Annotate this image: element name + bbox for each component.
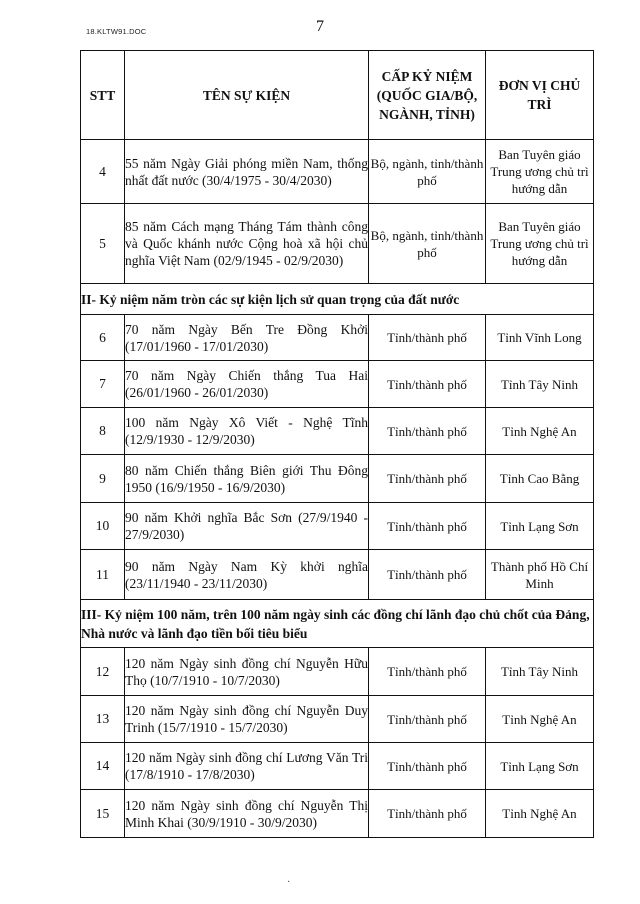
row-unit: Tỉnh Nghệ An	[486, 696, 594, 743]
row-stt: 10	[81, 503, 125, 550]
row-unit: Tỉnh Tây Ninh	[486, 361, 594, 408]
page-number: 7	[316, 18, 324, 35]
table-header-row	[81, 51, 594, 140]
table-row	[81, 648, 594, 696]
table-row	[81, 743, 594, 790]
row-stt: 15	[81, 790, 125, 838]
row-event: 120 năm Ngày sinh đồng chí Lương Văn Tri (17/8/1910 - 17/8/2030)	[125, 743, 369, 790]
row-unit: Tỉnh Nghệ An	[486, 408, 594, 455]
table-row	[81, 550, 594, 600]
row-level: Tỉnh/thành phố	[369, 455, 486, 503]
section-heading-2: II- Kỷ niệm năm tròn các sự kiện lịch sử quan trọng của đất nước	[81, 284, 594, 315]
header-stt: STT	[81, 51, 125, 140]
row-unit: Tỉnh Tây Ninh	[486, 648, 594, 696]
row-stt: 4	[81, 140, 125, 204]
row-stt: 9	[81, 455, 125, 503]
row-stt: 13	[81, 696, 125, 743]
row-event: 120 năm Ngày sinh đồng chí Nguyễn Thị Minh Khai (30/9/1910 - 30/9/2030)	[125, 790, 369, 838]
row-level: Tỉnh/thành phố	[369, 361, 486, 408]
section-row	[81, 284, 594, 315]
row-event: 85 năm Cách mạng Tháng Tám thành công và Quốc khánh nước Cộng hoà xã hội chủ nghĩa Việt Nam (02/9/1945 - 02/9/2030)	[125, 204, 369, 284]
row-unit: Tỉnh Lạng Sơn	[486, 743, 594, 790]
row-event: 90 năm Khởi nghĩa Bắc Sơn (27/9/1940 - 27/9/2030)	[125, 503, 369, 550]
table-row	[81, 696, 594, 743]
table-row	[81, 503, 594, 550]
row-unit: Ban Tuyên giáo Trung ương chủ trì hướng dẫn	[486, 140, 594, 204]
row-level: Bộ, ngành, tỉnh/thành phố	[369, 204, 486, 284]
row-event: 80 năm Chiến thắng Biên giới Thu Đông 1950 (16/9/1950 - 16/9/2030)	[125, 455, 369, 503]
row-unit: Tỉnh Lạng Sơn	[486, 503, 594, 550]
row-level: Tỉnh/thành phố	[369, 743, 486, 790]
events-table	[80, 50, 594, 838]
section-heading-3: III- Kỷ niệm 100 năm, trên 100 năm ngày sinh các đồng chí lãnh đạo chủ chốt của Đảng, Nhà nước và lãnh đạo tiền bối tiêu biểu	[81, 600, 594, 648]
table-row	[81, 408, 594, 455]
table-row	[81, 140, 594, 204]
header-event-name: TÊN SỰ KIỆN	[125, 51, 369, 140]
header-level: CẤP KỶ NIỆM (QUỐC GIA/BỘ, NGÀNH, TỈNH)	[369, 51, 486, 140]
row-unit: Tỉnh Vĩnh Long	[486, 315, 594, 361]
row-event: 70 năm Ngày Bến Tre Đồng Khởi (17/01/1960 - 17/01/2030)	[125, 315, 369, 361]
row-stt: 14	[81, 743, 125, 790]
row-event: 90 năm Ngày Nam Kỳ khởi nghĩa (23/11/1940 - 23/11/2030)	[125, 550, 369, 600]
header-host-unit: ĐƠN VỊ CHỦ TRÌ	[486, 51, 594, 140]
row-level: Bộ, ngành, tỉnh/thành phố	[369, 140, 486, 204]
row-level: Tỉnh/thành phố	[369, 648, 486, 696]
row-stt: 12	[81, 648, 125, 696]
section-row	[81, 600, 594, 648]
row-stt: 5	[81, 204, 125, 284]
document-filename: 18.KLTW91.DOC	[86, 27, 147, 36]
table-row	[81, 315, 594, 361]
row-level: Tỉnh/thành phố	[369, 315, 486, 361]
table-row	[81, 790, 594, 838]
row-unit: Ban Tuyên giáo Trung ương chủ trì hướng dẫn	[486, 204, 594, 284]
row-event: 120 năm Ngày sinh đồng chí Nguyễn Hữu Thọ (10/7/1910 - 10/7/2030)	[125, 648, 369, 696]
row-level: Tỉnh/thành phố	[369, 790, 486, 838]
row-event: 55 năm Ngày Giải phóng miền Nam, thống nhất đất nước (30/4/1975 - 30/4/2030)	[125, 140, 369, 204]
row-unit: Tỉnh Nghệ An	[486, 790, 594, 838]
row-event: 70 năm Ngày Chiến thắng Tua Hai (26/01/1960 - 26/01/2030)	[125, 361, 369, 408]
table-row	[81, 455, 594, 503]
row-level: Tỉnh/thành phố	[369, 696, 486, 743]
row-unit: Thành phố Hồ Chí Minh	[486, 550, 594, 600]
table-row	[81, 361, 594, 408]
row-unit: Tỉnh Cao Bằng	[486, 455, 594, 503]
row-level: Tỉnh/thành phố	[369, 550, 486, 600]
row-level: Tỉnh/thành phố	[369, 503, 486, 550]
row-stt: 8	[81, 408, 125, 455]
row-event: 100 năm Ngày Xô Viết - Nghệ Tĩnh (12/9/1930 - 12/9/2030)	[125, 408, 369, 455]
table-row	[81, 204, 594, 284]
row-event: 120 năm Ngày sinh đồng chí Nguyễn Duy Trinh (15/7/1910 - 15/7/2030)	[125, 696, 369, 743]
page-mark: ·	[287, 877, 291, 888]
row-stt: 7	[81, 361, 125, 408]
row-stt: 6	[81, 315, 125, 361]
row-level: Tỉnh/thành phố	[369, 408, 486, 455]
row-stt: 11	[81, 550, 125, 600]
